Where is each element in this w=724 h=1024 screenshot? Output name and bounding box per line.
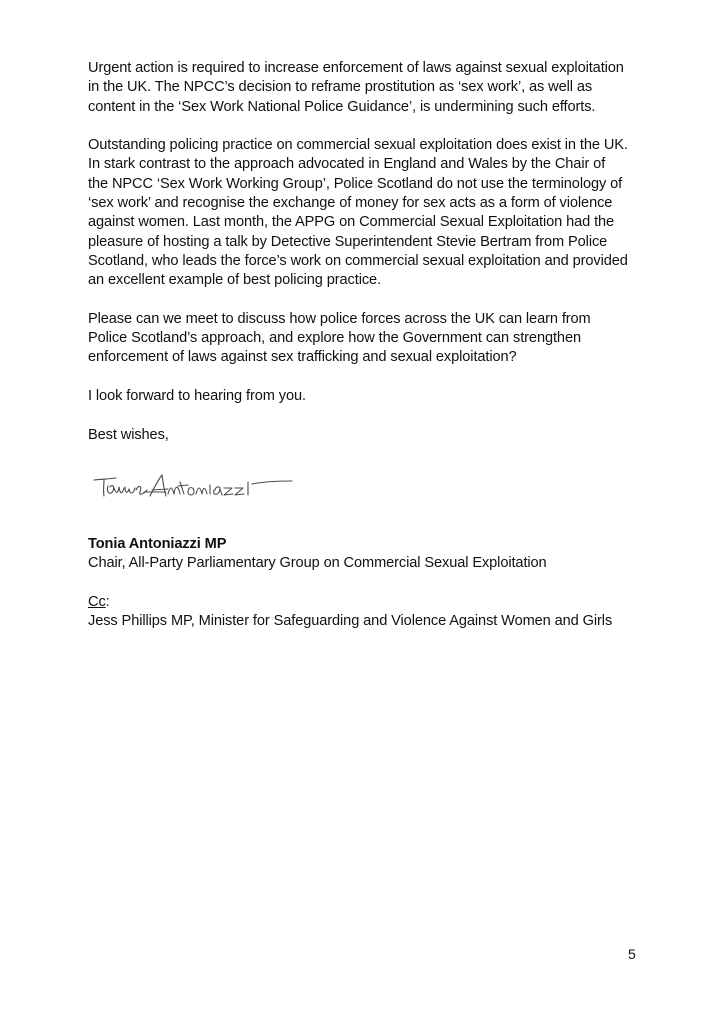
sign-off bbox=[88, 426, 648, 445]
signature-icon bbox=[92, 472, 307, 506]
text-line: ‘sex work’ and recognise the exchange of money for sex acts as a form of violence bbox=[88, 195, 613, 212]
text-line: Please can we meet to discuss how police forces across the UK can learn from bbox=[88, 310, 591, 327]
cc-colon: : bbox=[105, 593, 110, 610]
text-line: Outstanding policing practice on commercial sexual exploitation does exist in the UK. bbox=[88, 137, 628, 154]
text-line: pleasure of hosting a talk by Detective Superintendent Stevie Bertram from Police bbox=[88, 233, 608, 250]
letter-body bbox=[88, 59, 648, 464]
text-line: the NPCC ‘Sex Work Working Group’, Police Scotland do not use the terminology of bbox=[88, 175, 623, 192]
text-line: Best wishes, bbox=[88, 426, 169, 443]
text-line: content in the ‘Sex Work National Police Guidance’, is undermining such efforts. bbox=[88, 98, 596, 115]
text-line: in the UK. The NPCC’s decision to reframe prostitution as ‘sex work’, as well as bbox=[88, 79, 593, 96]
signatory-name: Tonia Antoniazzi MP bbox=[88, 536, 227, 552]
text-line: Police Scotland’s approach, and explore how the Government can strengthen bbox=[88, 330, 581, 347]
text-line: In stark contrast to the approach advocated in England and Wales by the Chair of bbox=[88, 156, 606, 173]
text-line: I look forward to hearing from you. bbox=[88, 388, 306, 405]
page-number: 5 bbox=[628, 946, 636, 962]
text-line: Urgent action is required to increase enforcement of laws against sexual exploitation bbox=[88, 60, 624, 76]
text-line: Scotland, who leads the force’s work on commercial sexual exploitation and provided bbox=[88, 252, 628, 269]
paragraph-police-scotland bbox=[88, 136, 648, 290]
cc-heading bbox=[88, 593, 612, 612]
text-line: enforcement of laws against sex trafficking and sexual exploitation? bbox=[88, 349, 517, 366]
text-line: against women. Last month, the APPG on Commercial Sexual Exploitation had the bbox=[88, 214, 615, 231]
cc-block bbox=[88, 593, 612, 632]
signatory-title: Chair, All-Party Parliamentary Group on Commercial Sexual Exploitation bbox=[88, 555, 547, 572]
signature-block bbox=[88, 535, 612, 631]
text-line: an excellent example of best policing practice. bbox=[88, 272, 382, 289]
paragraph-closing bbox=[88, 387, 648, 406]
cc-label: Cc bbox=[88, 593, 106, 610]
cc-recipient: Jess Phillips MP, Minister for Safeguarding and Violence Against Women and Girls bbox=[88, 613, 613, 630]
paragraph-urgent-action bbox=[88, 59, 648, 117]
paragraph-meeting-request bbox=[88, 310, 648, 368]
